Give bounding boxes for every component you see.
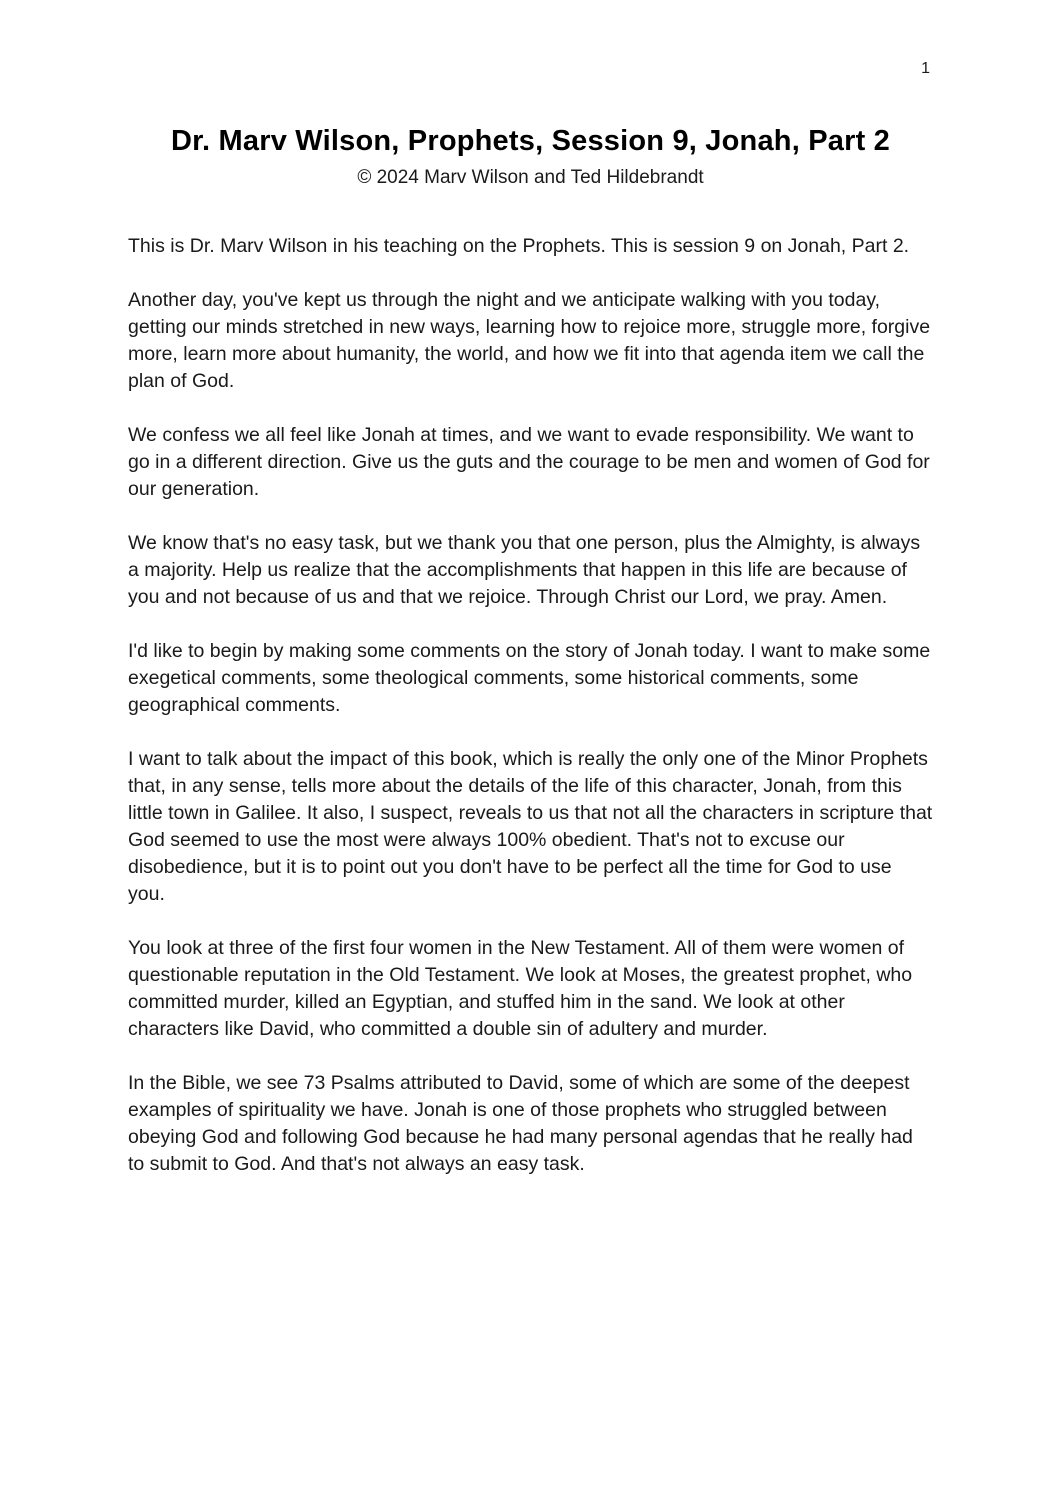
paragraph: This is Dr. Marv Wilson in his teaching on the Prophets. This is session 9 on Jonah, Part 2.: [128, 235, 910, 257]
paragraph: You look at three of the first four women in the New Testament. All of them were women of questionable reputation in the Old Testament. We look at Moses, the greatest prophet, who committed murder, killed an Egyptian, and stuffed him in the sand. We look at other characters like David, who committed a double sin of adultery and murder.: [128, 937, 913, 1040]
document-body: [128, 233, 933, 1178]
document-title: Dr. Marv Wilson, Prophets, Session 9, Jonah, Part 2: [170, 125, 891, 157]
page-number: 1: [921, 60, 930, 77]
paragraph: We confess we all feel like Jonah at times, and we want to evade responsibility. We want to go in a different direction. Give us the guts and the courage to be men and women of God for our generation.: [128, 424, 930, 500]
paragraph: Another day, you've kept us through the night and we anticipate walking with you today, getting our minds stretched in new ways, learning how to rejoice more, struggle more, forgive more, learn more about humanity, the world, and how we fit into that agenda item we call the plan of God.: [128, 289, 931, 392]
paragraph: I'd like to begin by making some comments on the story of Jonah today. I want to make some exegetical comments, some theological comments, some historical comments, some geographical comments.: [128, 640, 931, 716]
paragraph: In the Bible, we see 73 Psalms attributed to David, some of which are some of the deepest examples of spirituality we have. Jonah is one of those prophets who struggled between obeying God and following God because he had many personal agendas that he really had to submit to God. And that's not always an easy task.: [128, 1072, 913, 1175]
paragraph: We know that's no easy task, but we thank you that one person, plus the Almighty, is always a majority. Help us realize that the accomplishments that happen in this life are because of you and not because of us and that we rejoice. Through Christ our Lord, we pray. Amen.: [128, 532, 921, 608]
copyright-line: © 2024 Marv Wilson and Ted Hildebrandt: [357, 167, 704, 188]
paragraph: I want to talk about the impact of this book, which is really the only one of the Minor Prophets that, in any sense, tells more about the details of the life of this character, Jonah, from this little town in Galilee. It also, I suspect, reveals to us that not all the characters in scripture that God seemed to use the most were always 100% obedient. That's not to excuse our disobedience, but it is to point out you don't have to be perfect all the time for God to use you.: [128, 748, 933, 905]
